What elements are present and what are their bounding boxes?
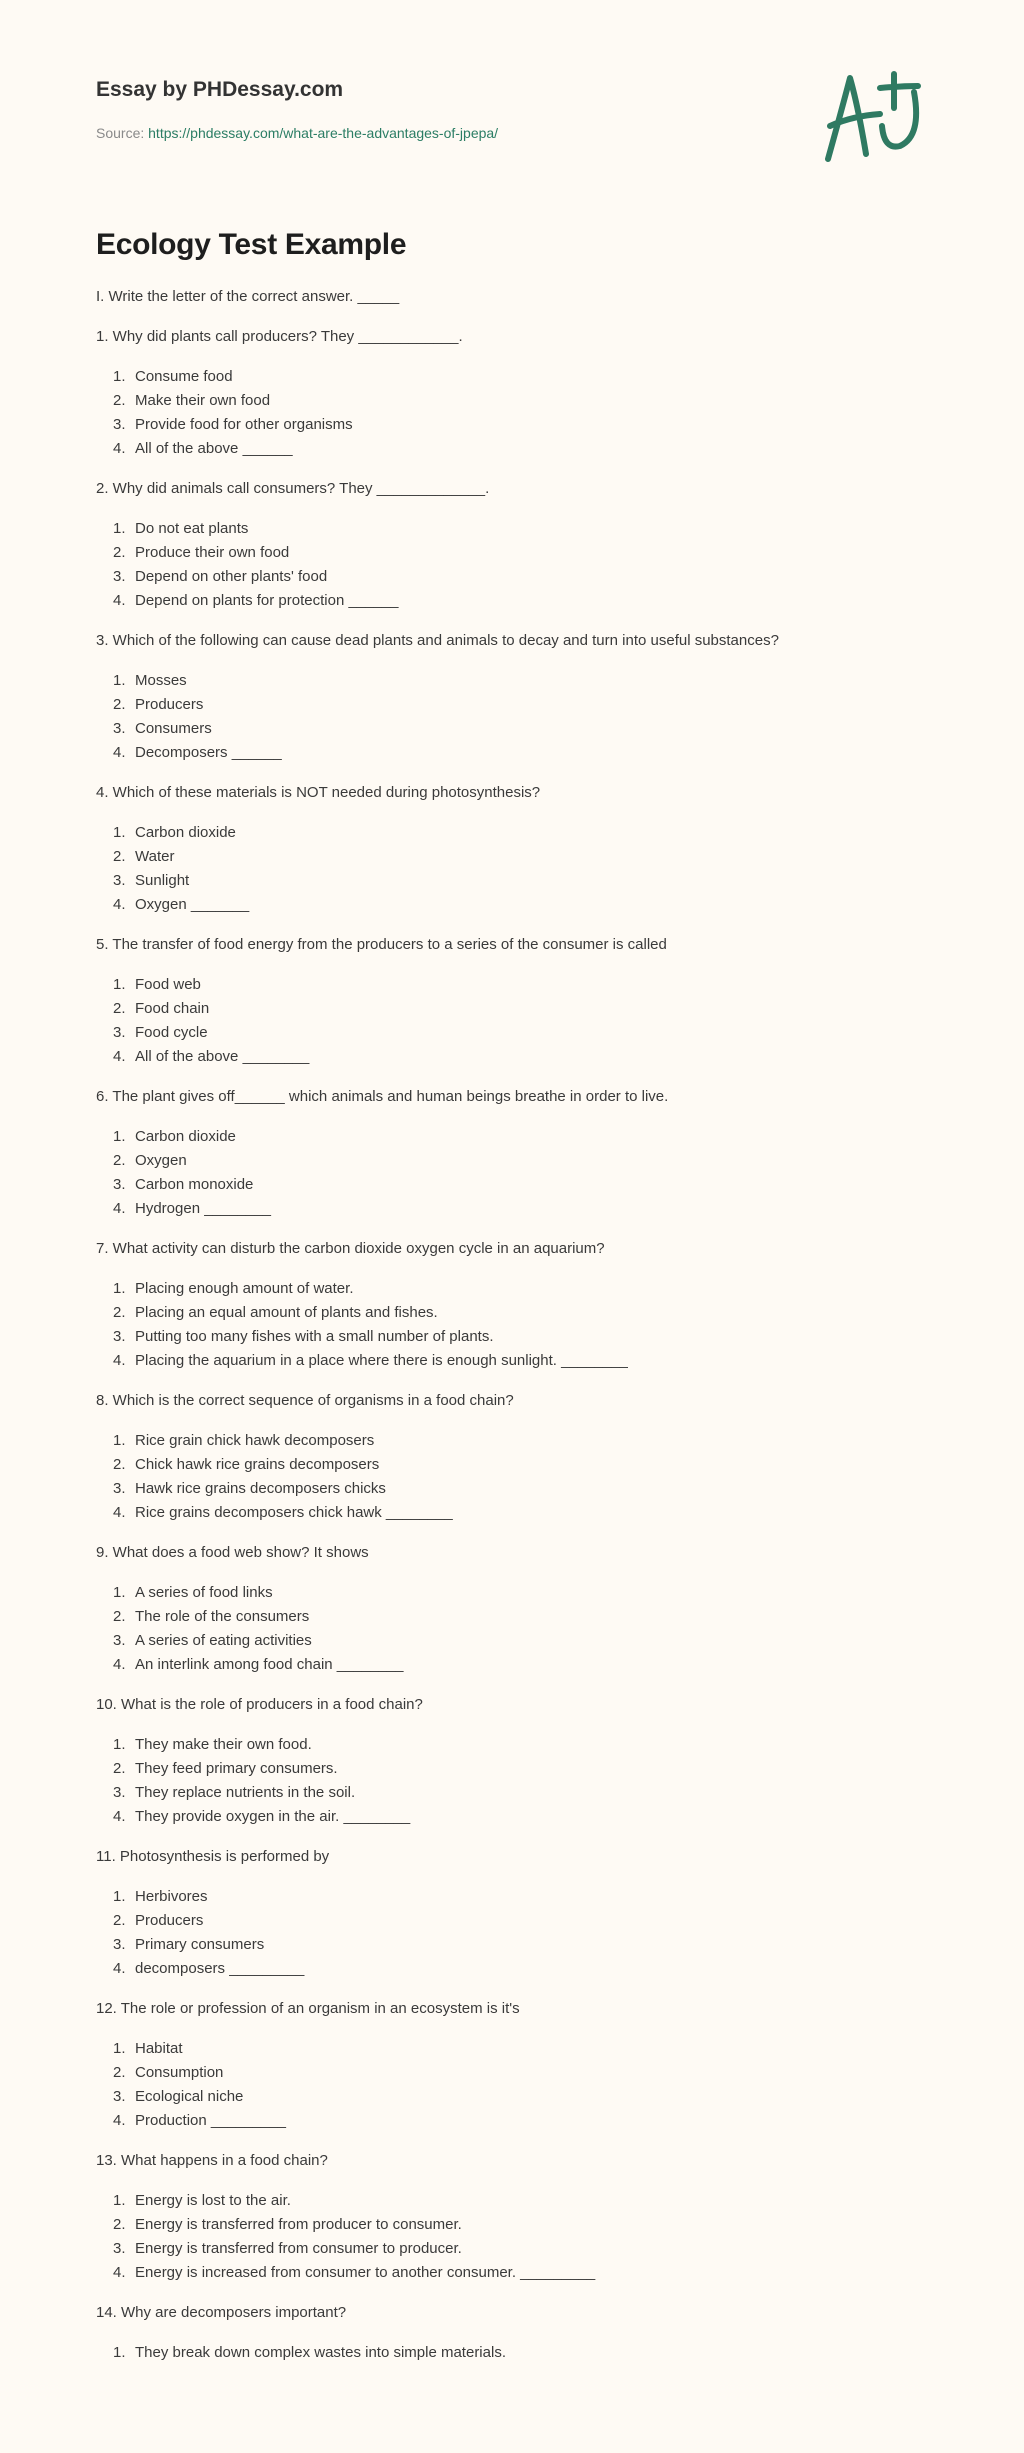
option-number: 1.: [113, 1432, 126, 1449]
option-text: Producers: [135, 1912, 204, 1929]
answer-option: [96, 1325, 956, 1349]
option-text: Primary consumers: [135, 1936, 265, 1953]
question-text: 12. The role or profession of an organism in an ecosystem is it's: [96, 2000, 520, 2017]
option-number: 3.: [113, 1480, 126, 1497]
option-text: Oxygen: [135, 1152, 187, 1169]
a-plus-logo-icon: [822, 66, 932, 166]
answer-option: [96, 2261, 956, 2285]
answer-options: [96, 517, 956, 613]
option-text: Energy is transferred from consumer to producer.: [135, 2240, 462, 2257]
option-number: 4.: [113, 1656, 126, 1673]
document-title: Ecology Test Example: [96, 228, 407, 261]
option-text: Herbivores: [135, 1888, 208, 1905]
option-text: A series of eating activities: [135, 1632, 312, 1649]
option-number: 1.: [113, 2344, 126, 2361]
question-block: [96, 477, 956, 629]
answer-option: [96, 1885, 956, 1909]
option-text: A series of food links: [135, 1584, 273, 1601]
option-text: They break down complex wastes into simple materials.: [135, 2344, 506, 2361]
answer-options: [96, 1429, 956, 1525]
option-number: 1.: [113, 1736, 126, 1753]
source-label: Source:: [96, 125, 145, 141]
option-text: Carbon dioxide: [135, 824, 236, 841]
option-number: 4.: [113, 1200, 126, 1217]
answer-option: [96, 1349, 956, 1373]
option-number: 3.: [113, 416, 126, 433]
answer-option: [96, 2213, 956, 2237]
option-text: They provide oxygen in the air. ________: [135, 1808, 411, 1825]
answer-options: [96, 2037, 956, 2133]
answer-option: [96, 1277, 956, 1301]
option-text: Production _________: [135, 2112, 286, 2129]
option-number: 3.: [113, 2088, 126, 2105]
option-number: 2.: [113, 1000, 126, 1017]
option-number: 1.: [113, 2192, 126, 2209]
answer-options: [96, 365, 956, 461]
option-text: Energy is lost to the air.: [135, 2192, 291, 2209]
answer-option: [96, 717, 956, 741]
answer-option: [96, 2109, 956, 2133]
option-text: Food web: [135, 976, 201, 993]
answer-options: [96, 1125, 956, 1221]
option-number: 3.: [113, 2240, 126, 2257]
option-number: 2.: [113, 1608, 126, 1625]
answer-option: [96, 2061, 956, 2085]
question-block: [96, 325, 956, 477]
question-block: [96, 1085, 956, 1237]
answer-option: [96, 1173, 956, 1197]
option-number: 1.: [113, 976, 126, 993]
option-number: 1.: [113, 672, 126, 689]
instructions: I. Write the letter of the correct answer. _____: [96, 288, 400, 305]
answer-option: [96, 365, 956, 389]
question-text: 6. The plant gives off______ which animals and human beings breathe in order to live.: [96, 1088, 669, 1105]
option-text: Consumers: [135, 720, 212, 737]
option-number: 1.: [113, 1888, 126, 1905]
option-text: Chick hawk rice grains decomposers: [135, 1456, 380, 1473]
source-link[interactable]: https://phdessay.com/what-are-the-advantages-of-jpepa/: [148, 125, 499, 141]
question-block: [96, 1693, 956, 1845]
answer-option: [96, 1453, 956, 1477]
option-text: Water: [135, 848, 175, 865]
question-block: [96, 1389, 956, 1541]
option-text: Depend on plants for protection ______: [135, 592, 399, 609]
answer-options: [96, 821, 956, 917]
option-number: 2.: [113, 2216, 126, 2233]
answer-option: [96, 1149, 956, 1173]
answer-option: [96, 1429, 956, 1453]
option-text: Ecological niche: [135, 2088, 244, 2105]
question-text: 8. Which is the correct sequence of organisms in a food chain?: [96, 1392, 514, 1409]
question-text: 13. What happens in a food chain?: [96, 2152, 328, 2169]
answer-option: [96, 1629, 956, 1653]
option-number: 4.: [113, 744, 126, 761]
option-number: 1.: [113, 824, 126, 841]
option-text: Energy is transferred from producer to consumer.: [135, 2216, 462, 2233]
option-number: 1.: [113, 1280, 126, 1297]
answer-option: [96, 893, 956, 917]
option-text: They make their own food.: [135, 1736, 312, 1753]
option-number: 1.: [113, 2040, 126, 2057]
option-text: They feed primary consumers.: [135, 1760, 338, 1777]
answer-option: [96, 1933, 956, 1957]
option-text: Placing enough amount of water.: [135, 1280, 354, 1297]
option-number: 1.: [113, 1128, 126, 1145]
answer-option: [96, 997, 956, 1021]
option-text: Producers: [135, 696, 204, 713]
answer-option: [96, 1477, 956, 1501]
option-text: Food chain: [135, 1000, 210, 1017]
answer-option: [96, 821, 956, 845]
option-number: 2.: [113, 392, 126, 409]
question-text: 2. Why did animals call consumers? They _____________.: [96, 480, 490, 497]
answer-options: [96, 973, 956, 1069]
answer-option: [96, 541, 956, 565]
option-number: 4.: [113, 1960, 126, 1977]
question-text: 11. Photosynthesis is performed by: [96, 1848, 330, 1865]
answer-option: [96, 1021, 956, 1045]
option-text: An interlink among food chain ________: [135, 1656, 404, 1673]
option-number: 4.: [113, 1352, 126, 1369]
question-block: [96, 2301, 956, 2453]
option-text: Hydrogen ________: [135, 1200, 271, 1217]
answer-options: [96, 2189, 956, 2285]
answer-option: [96, 973, 956, 997]
option-text: Sunlight: [135, 872, 190, 889]
answer-option: [96, 1757, 956, 1781]
answer-options: [96, 2341, 956, 2365]
option-number: 4.: [113, 2264, 126, 2281]
option-text: Habitat: [135, 2040, 183, 2057]
option-text: The role of the consumers: [135, 1608, 310, 1625]
option-text: Hawk rice grains decomposers chicks: [135, 1480, 386, 1497]
question-block: [96, 1997, 956, 2149]
option-number: 4.: [113, 1504, 126, 1521]
option-number: 2.: [113, 1912, 126, 1929]
answer-option: [96, 1909, 956, 1933]
option-text: Provide food for other organisms: [135, 416, 353, 433]
answer-option: [96, 2189, 956, 2213]
answer-option: [96, 1197, 956, 1221]
answer-option: [96, 693, 956, 717]
option-number: 2.: [113, 1152, 126, 1169]
option-text: Mosses: [135, 672, 187, 689]
answer-option: [96, 437, 956, 461]
option-number: 4.: [113, 592, 126, 609]
option-number: 4.: [113, 896, 126, 913]
option-number: 2.: [113, 1456, 126, 1473]
answer-option: [96, 413, 956, 437]
option-text: Decomposers ______: [135, 744, 282, 761]
question-text: 5. The transfer of food energy from the producers to a series of the consumer is called: [96, 936, 667, 953]
option-number: 3.: [113, 568, 126, 585]
answer-option: [96, 2237, 956, 2261]
option-text: Make their own food: [135, 392, 271, 409]
answer-options: [96, 669, 956, 765]
option-number: 3.: [113, 1936, 126, 1953]
answer-option: [96, 1581, 956, 1605]
option-text: Consume food: [135, 368, 233, 385]
option-text: Depend on other plants' food: [135, 568, 328, 585]
option-number: 3.: [113, 1024, 126, 1041]
answer-option: [96, 1501, 956, 1525]
question-block: [96, 629, 956, 781]
question-block: [96, 933, 956, 1085]
question-list: [96, 325, 956, 2453]
answer-option: [96, 1805, 956, 1829]
option-text: Consumption: [135, 2064, 224, 2081]
answer-option: [96, 1301, 956, 1325]
option-number: 3.: [113, 1328, 126, 1345]
answer-option: [96, 1781, 956, 1805]
answer-option: [96, 1125, 956, 1149]
question-block: [96, 781, 956, 933]
option-text: Produce their own food: [135, 544, 290, 561]
site-title: Essay by PHDessay.com: [96, 78, 344, 101]
option-text: All of the above ______: [135, 440, 293, 457]
option-number: 3.: [113, 872, 126, 889]
question-text: 7. What activity can disturb the carbon dioxide oxygen cycle in an aquarium?: [96, 1240, 605, 1257]
option-text: Carbon monoxide: [135, 1176, 254, 1193]
question-text: 1. Why did plants call producers? They ____________.: [96, 328, 463, 345]
option-number: 4.: [113, 2112, 126, 2129]
answer-options: [96, 1581, 956, 1677]
answer-option: [96, 517, 956, 541]
option-number: 3.: [113, 1176, 126, 1193]
option-number: 4.: [113, 1808, 126, 1825]
answer-option: [96, 741, 956, 765]
option-text: Energy is increased from consumer to another consumer. _________: [135, 2264, 596, 2281]
option-text: Putting too many fishes with a small number of plants.: [135, 1328, 494, 1345]
option-number: 1.: [113, 520, 126, 537]
option-number: 2.: [113, 848, 126, 865]
question-text: 9. What does a food web show? It shows: [96, 1544, 369, 1561]
answer-option: [96, 845, 956, 869]
option-number: 2.: [113, 1760, 126, 1777]
option-number: 2.: [113, 544, 126, 561]
option-text: They replace nutrients in the soil.: [135, 1784, 356, 1801]
option-text: All of the above ________: [135, 1048, 310, 1065]
option-number: 2.: [113, 1304, 126, 1321]
question-text: 10. What is the role of producers in a food chain?: [96, 1696, 423, 1713]
option-text: Placing the aquarium in a place where there is enough sunlight. ________: [135, 1352, 628, 1369]
answer-option: [96, 389, 956, 413]
option-number: 3.: [113, 1784, 126, 1801]
document-body: [96, 285, 956, 2453]
option-number: 1.: [113, 1584, 126, 1601]
answer-option: [96, 669, 956, 693]
option-number: 4.: [113, 440, 126, 457]
question-block: [96, 2149, 956, 2301]
option-text: Food cycle: [135, 1024, 208, 1041]
question-block: [96, 1541, 956, 1693]
option-number: 3.: [113, 720, 126, 737]
option-text: Placing an equal amount of plants and fishes.: [135, 1304, 438, 1321]
answer-option: [96, 1957, 956, 1981]
option-number: 2.: [113, 2064, 126, 2081]
option-text: Oxygen _______: [135, 896, 250, 913]
answer-option: [96, 2085, 956, 2109]
option-text: Rice grains decomposers chick hawk ________: [135, 1504, 453, 1521]
option-text: Rice grain chick hawk decomposers: [135, 1432, 375, 1449]
question-block: [96, 1237, 956, 1389]
answer-options: [96, 1885, 956, 1981]
question-text: 14. Why are decomposers important?: [96, 2304, 347, 2321]
answer-option: [96, 869, 956, 893]
answer-option: [96, 2341, 956, 2365]
option-text: decomposers _________: [135, 1960, 305, 1977]
question-text: 4. Which of these materials is NOT needed during photosynthesis?: [96, 784, 541, 801]
option-number: 2.: [113, 696, 126, 713]
answer-options: [96, 1277, 956, 1373]
question-block: [96, 1845, 956, 1997]
answer-option: [96, 1653, 956, 1677]
answer-option: [96, 2037, 956, 2061]
source-line: [96, 124, 498, 142]
answer-options: [96, 1733, 956, 1829]
option-text: Carbon dioxide: [135, 1128, 236, 1145]
option-number: 1.: [113, 368, 126, 385]
answer-option: [96, 1733, 956, 1757]
answer-option: [96, 1045, 956, 1069]
answer-option: [96, 1605, 956, 1629]
answer-option: [96, 565, 956, 589]
question-text: 3. Which of the following can cause dead plants and animals to decay and turn into useful substances?: [96, 632, 779, 649]
answer-option: [96, 589, 956, 613]
option-text: Do not eat plants: [135, 520, 249, 537]
option-number: 3.: [113, 1632, 126, 1649]
option-number: 4.: [113, 1048, 126, 1065]
